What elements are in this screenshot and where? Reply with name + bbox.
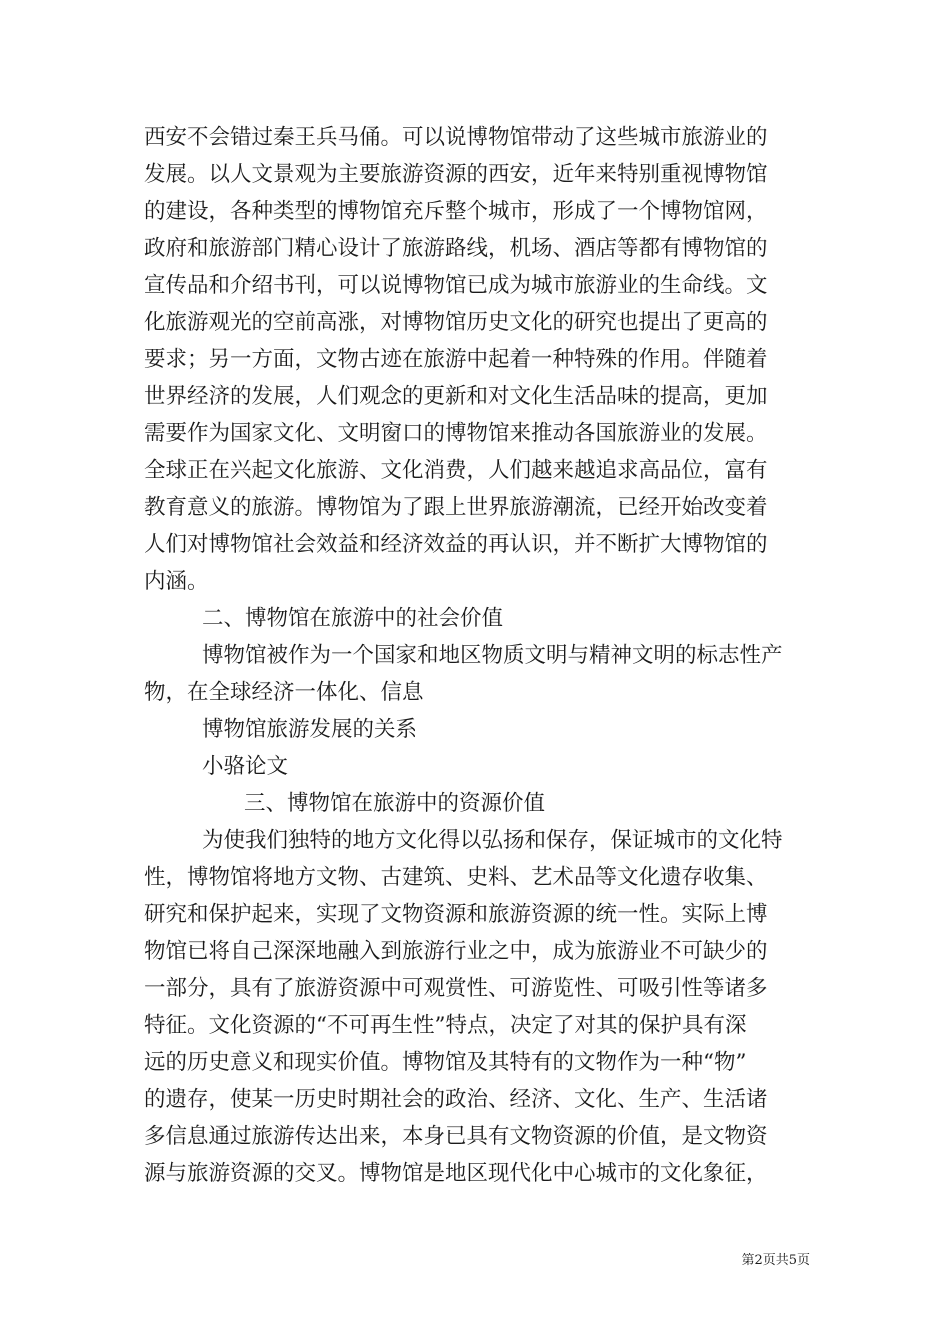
body-text-line: 物馆已将自己深深地融入到旅游行业之中，成为旅游业不可缺少的 [144,939,768,964]
body-text-line: 政府和旅游部门精心设计了旅游路线，机场、酒店等都有博物馆的 [144,236,768,261]
body-text-line: 特征。文化资源的“不可再生性”特点，决定了对其的保护具有深 [144,1013,747,1038]
body-text-line: 发展。以人文景观为主要旅游资源的西安，近年来特别重视博物馆 [144,162,768,187]
body-text-line: 性，博物馆将地方文物、古建筑、史料、艺术品等文化遗存收集、 [144,865,768,890]
body-text-line: 多信息通过旅游传达出来，本身已具有文物资源的价值，是文物资 [144,1124,768,1149]
body-text-line: 一部分，具有了旅游资源中可观赏性、可游览性、可吸引性等诸多 [144,976,768,1001]
body-text-line: 的建设，各种类型的博物馆充斥整个城市，形成了一个博物馆网， [144,199,768,224]
body-text-line: 物，在全球经济一体化、信息 [144,680,424,705]
body-text-line: 博物馆旅游发展的关系 [202,717,418,742]
body-text-line: 宣传品和介绍书刊，可以说博物馆已成为城市旅游业的生命线。文 [144,273,768,298]
body-text-line: 研究和保护起来，实现了文物资源和旅游资源的统一性。实际上博 [144,902,768,927]
page-number: 第2页共5页 [741,1253,810,1268]
body-text-line: 要求；另一方面，文物古迹在旅游中起着一种特殊的作用。伴随着 [144,347,768,372]
body-text-line: 的遗存，使某一历史时期社会的政治、经济、文化、生产、生活诸 [144,1087,768,1112]
body-text-line: 为使我们独特的地方文化得以弘扬和保存，保证城市的文化特 [202,828,783,853]
body-text-line: 西安不会错过秦王兵马俑。可以说博物馆带动了这些城市旅游业的 [144,125,768,150]
body-text-line: 全球正在兴起文化旅游、文化消费，人们越来越追求高品位，富有 [144,458,768,483]
body-text-line: 内涵。 [144,569,209,594]
body-text-line: 源与旅游资源的交叉。博物馆是地区现代化中心城市的文化象征， [144,1161,768,1186]
body-text-line: 人们对博物馆社会效益和经济效益的再认识，并不断扩大博物馆的 [144,532,768,557]
body-text-line: 世界经济的发展，人们观念的更新和对文化生活品味的提高，更加 [144,384,768,409]
section-heading: 三、博物馆在旅游中的资源价值 [244,791,546,816]
body-text-line: 需要作为国家文化、文明窗口的博物馆来推动各国旅游业的发展。 [144,421,768,446]
body-text-line: 化旅游观光的空前高涨，对博物馆历史文化的研究也提出了更高的 [144,310,768,335]
body-text-line: 教育意义的旅游。博物馆为了跟上世界旅游潮流，已经开始改变着 [144,495,768,520]
section-heading: 二、博物馆在旅游中的社会价值 [202,606,504,631]
body-text-line: 博物馆被作为一个国家和地区物质文明与精神文明的标志性产 [202,643,783,668]
body-text-line: 远的历史意义和现实价值。博物馆及其特有的文物作为一种“物” [144,1050,747,1075]
body-text-line: 小骆论文 [202,754,289,779]
